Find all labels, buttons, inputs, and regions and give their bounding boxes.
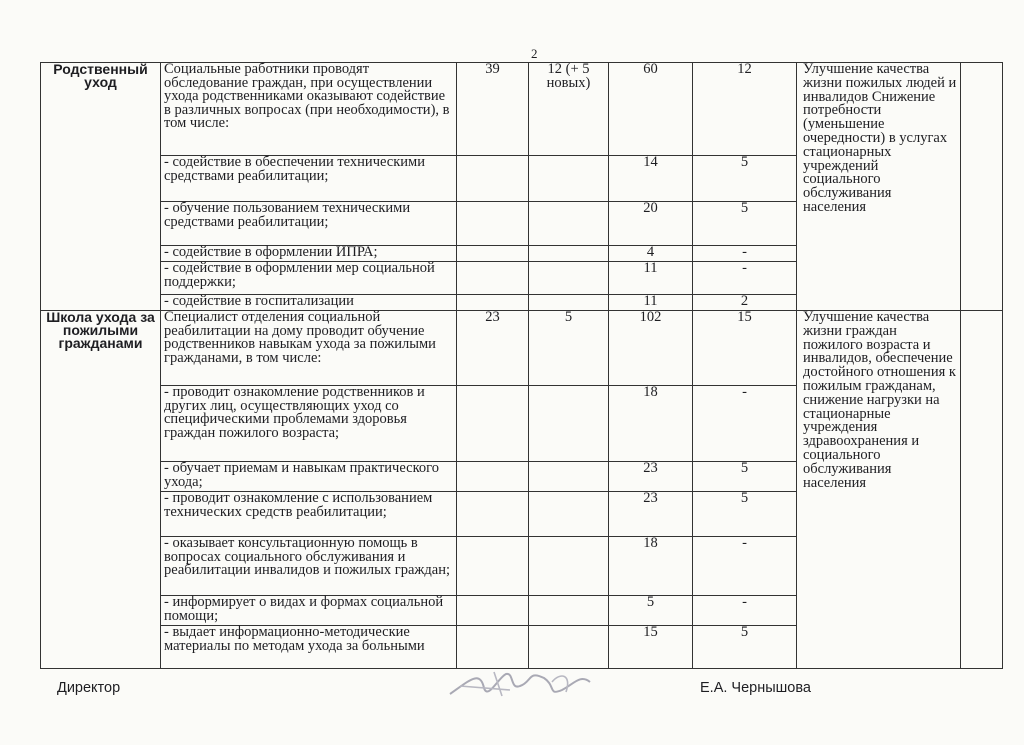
cell-value: 5 <box>529 311 609 386</box>
cell-value <box>529 246 609 262</box>
table-row <box>41 63 1003 156</box>
cell-value <box>457 462 529 492</box>
signatory-name: Е.А. Чернышова <box>700 680 811 696</box>
cell-value <box>457 262 529 295</box>
cell-value: 23 <box>609 492 693 537</box>
cell-value <box>529 262 609 295</box>
cell-value <box>529 202 609 246</box>
cell-value: 11 <box>609 262 693 295</box>
section-result: Улучшение качества жизни граждан пожилого возраста и инвалидов, обеспечение достойного отношения к пожилым гражданам, снижение нагрузки на стационарные учреждения здравоохранения и социального обслуживания населения <box>797 311 961 669</box>
cell-value <box>529 462 609 492</box>
cell-value: 15 <box>693 311 797 386</box>
cell-value: 5 <box>693 462 797 492</box>
row-description: - информирует о видах и формах социальной помощи; <box>161 596 457 626</box>
section-result: Улучшение качества жизни пожилых людей и инвалидов Снижение потребности (уменьшение очередности) в услугах стационарных учреждений социального обслуживания населения <box>797 63 961 311</box>
cell-value: 23 <box>457 311 529 386</box>
empty-cell <box>961 311 1003 669</box>
row-description: - содействие в госпитализации <box>161 295 457 311</box>
cell-value: 5 <box>693 492 797 537</box>
row-description: Социальные работники проводят обследование граждан, при осуществлении ухода родственниками оказывают содействие в различных вопросах (при необходимости), в том числе: <box>161 63 457 156</box>
page-number: 2 <box>531 46 538 61</box>
cell-value: 5 <box>609 596 693 626</box>
cell-value: 12 (+ 5 новых) <box>529 63 609 156</box>
cell-value <box>457 156 529 202</box>
table-row <box>41 311 1003 386</box>
cell-value: 5 <box>693 156 797 202</box>
cell-value: 5 <box>693 202 797 246</box>
row-description: - обучение пользованием техническими средствами реабилитации; <box>161 202 457 246</box>
row-description: - проводит ознакомление родственников и других лиц, осуществляющих уход со специфическими проблемами здоровья граждан пожилого возраста; <box>161 386 457 462</box>
cell-value <box>529 596 609 626</box>
cell-value: 5 <box>693 626 797 669</box>
cell-value <box>457 202 529 246</box>
cell-value: 15 <box>609 626 693 669</box>
activities-table <box>40 62 1003 669</box>
section-title: Родственный уход <box>41 63 161 311</box>
cell-value: 11 <box>609 295 693 311</box>
cell-value <box>457 492 529 537</box>
row-description: - выдает информационно-методические материалы по методам ухода за больными <box>161 626 457 669</box>
cell-value <box>457 596 529 626</box>
section-title: Школа ухода за пожилыми гражданами <box>41 311 161 669</box>
cell-value: 20 <box>609 202 693 246</box>
cell-value <box>529 386 609 462</box>
cell-value <box>457 246 529 262</box>
cell-value <box>529 537 609 596</box>
cell-value: 18 <box>609 537 693 596</box>
empty-cell <box>961 63 1003 311</box>
cell-value: - <box>693 246 797 262</box>
cell-value: 39 <box>457 63 529 156</box>
cell-value: - <box>693 262 797 295</box>
signature-scribble <box>440 660 620 710</box>
cell-value <box>457 386 529 462</box>
cell-value: 18 <box>609 386 693 462</box>
row-description: - оказывает консультационную помощь в вопросах социального обслуживания и реабилитации инвалидов и пожилых граждан; <box>161 537 457 596</box>
cell-value: 4 <box>609 246 693 262</box>
cell-value: 60 <box>609 63 693 156</box>
cell-value <box>457 537 529 596</box>
row-description: - содействие в оформлении ИПРА; <box>161 246 457 262</box>
cell-value <box>529 492 609 537</box>
cell-value: - <box>693 386 797 462</box>
row-description: - проводит ознакомление с использованием технических средств реабилитации; <box>161 492 457 537</box>
cell-value: 23 <box>609 462 693 492</box>
cell-value: 14 <box>609 156 693 202</box>
director-label: Директор <box>57 680 121 696</box>
cell-value: - <box>693 537 797 596</box>
cell-value <box>529 156 609 202</box>
cell-value: 2 <box>693 295 797 311</box>
row-description: - содействие в оформлении мер социальной поддержки; <box>161 262 457 295</box>
row-description: - содействие в обеспечении техническими средствами реабилитации; <box>161 156 457 202</box>
row-description: - обучает приемам и навыкам практического ухода; <box>161 462 457 492</box>
row-description: Специалист отделения социальной реабилитации на дому проводит обучение родственников навыкам ухода за пожилыми гражданами, в том числе: <box>161 311 457 386</box>
cell-value: - <box>693 596 797 626</box>
cell-value: 12 <box>693 63 797 156</box>
cell-value: 102 <box>609 311 693 386</box>
